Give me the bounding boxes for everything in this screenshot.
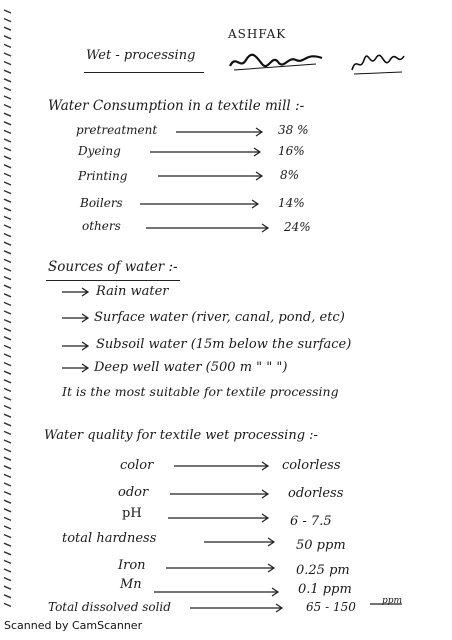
consumption-label-2: Printing: [78, 169, 128, 183]
consumption-label-1: Dyeing: [78, 144, 121, 158]
source-note: It is the most suitable for textile processing: [62, 384, 339, 399]
quality-label-1: odor: [118, 485, 149, 500]
sources-heading: Sources of water :-: [48, 259, 178, 275]
quality-value-4: 0.25 pm: [296, 563, 350, 578]
consumption-value-4: 24%: [284, 220, 311, 234]
quality-label-3: total hardness: [62, 531, 157, 546]
quality-label-4: Iron: [118, 558, 146, 573]
consumption-label-4: others: [82, 219, 121, 233]
source-item-3: Deep well water (500 m " " "): [94, 360, 288, 375]
source-item-0: Rain water: [96, 284, 169, 299]
quality-unit-6: ppm: [382, 596, 403, 606]
quality-label-2: pH: [122, 506, 142, 521]
quality-value-0: colorless: [282, 458, 341, 473]
consumption-value-1: 16%: [278, 144, 305, 158]
consumption-value-0: 38 %: [278, 123, 309, 137]
quality-label-0: color: [120, 458, 154, 473]
source-item-1: Surface water (river, canal, pond, etc): [94, 310, 345, 325]
quality-value-6: 65 - 150: [306, 600, 356, 614]
quality-value-5: 0.1 ppm: [298, 582, 352, 597]
page-title: Wet - processing: [86, 48, 196, 63]
consumption-label-0: pretreatment: [76, 123, 158, 137]
quality-heading: Water quality for textile wet processing :-: [44, 428, 318, 443]
quality-label-6: Total dissolved solid: [48, 600, 171, 614]
quality-label-5: Mn: [120, 577, 142, 592]
quality-value-3: 50 ppm: [296, 538, 346, 553]
water-consumption-heading: Water Consumption in a textile mill :-: [48, 98, 305, 114]
source-item-2: Subsoil water (15m below the surface): [96, 337, 352, 352]
consumption-label-3: Boilers: [80, 196, 123, 210]
scanner-footer: Scanned by CamScanner: [4, 619, 143, 632]
author-name: ASHFAK: [228, 27, 287, 41]
consumption-value-2: 8%: [280, 168, 300, 182]
quality-value-1: odorless: [288, 486, 344, 501]
consumption-value-3: 14%: [278, 196, 305, 210]
quality-value-2: 6 - 7.5: [290, 514, 332, 529]
